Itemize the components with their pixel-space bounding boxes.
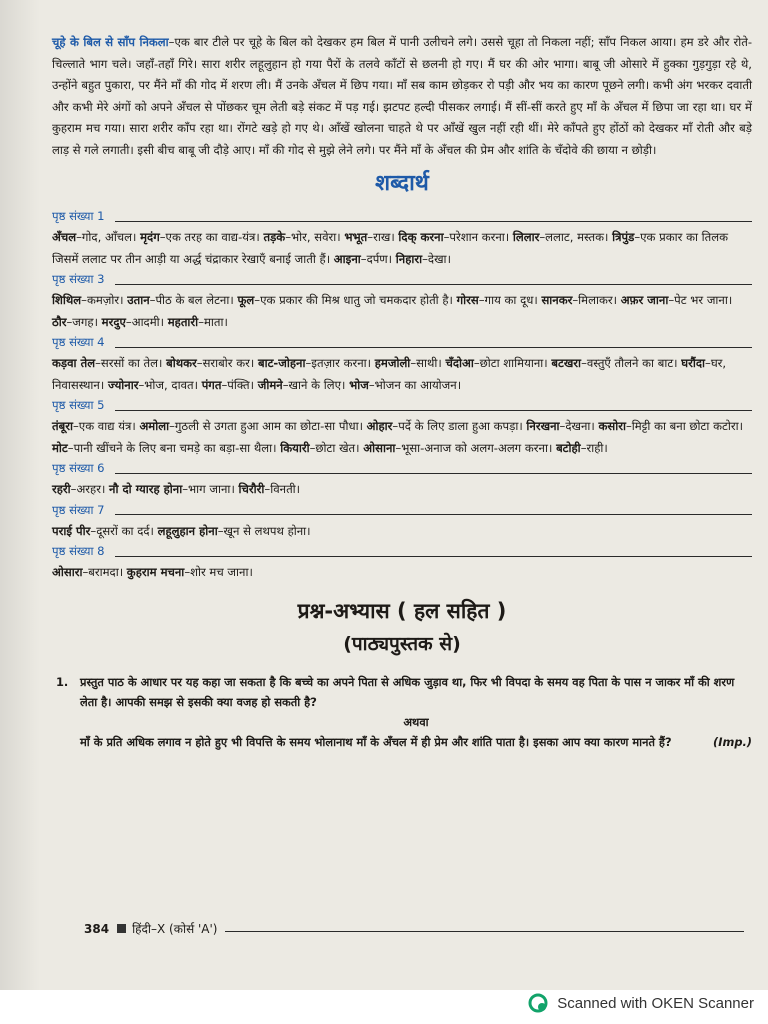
scanner-watermark bbox=[527, 992, 754, 1014]
term-word: उतान bbox=[127, 293, 150, 307]
term-word: मरदुए bbox=[101, 314, 126, 329]
term-meaning: –मिट्टी का बना छोटा कटोरा। bbox=[626, 419, 743, 433]
term-meaning: –एक तरह का वाद्य-यंत्र। bbox=[159, 230, 260, 244]
glossary-term bbox=[102, 315, 164, 329]
glossary-term bbox=[108, 378, 198, 392]
glossary-term bbox=[363, 441, 552, 455]
glossary-term bbox=[621, 293, 733, 307]
scanner-text: Scanned with OKEN Scanner bbox=[557, 994, 754, 1012]
page-head-rule bbox=[115, 514, 752, 515]
glossary-term bbox=[139, 419, 363, 433]
term-word: चँदोआ bbox=[445, 356, 474, 370]
glossary-group bbox=[52, 333, 752, 396]
term-meaning: –जगह। bbox=[66, 314, 98, 329]
glossary-term bbox=[263, 230, 340, 244]
term-meaning: –सरसों का तेल। bbox=[95, 356, 163, 370]
term-meaning: –साथी। bbox=[410, 356, 442, 370]
page-label: पृष्ठ संख्या 3 bbox=[52, 272, 105, 287]
intro-paragraph bbox=[52, 32, 752, 161]
term-word: ओसाना bbox=[363, 440, 396, 455]
glossary-page-head bbox=[52, 396, 752, 416]
term-meaning: –वस्तुएँ तौलने का बाट। bbox=[581, 356, 678, 370]
glossary-term bbox=[457, 293, 538, 307]
term-word: अफ़र जाना bbox=[620, 293, 669, 307]
glossary-term bbox=[127, 293, 234, 307]
question-alt: माँ के प्रति अधिक लगाव न होते हुए भी विपत्ति के समय भोलानाथ माँ के अँचल में ही प्रेम और शांति पाता है। इसका आप क्या कारण मानते हैं? bbox=[80, 734, 672, 749]
term-word: अँचल bbox=[52, 230, 77, 244]
term-meaning: –इतज़ार करना। bbox=[305, 356, 372, 370]
glossary-term bbox=[140, 230, 260, 244]
glossary-terms bbox=[52, 227, 752, 270]
page-label: पृष्ठ संख्या 8 bbox=[52, 544, 105, 559]
glossary-term bbox=[52, 293, 124, 307]
page-label: पृष्ठ संख्या 5 bbox=[52, 398, 105, 413]
glossary-term bbox=[513, 230, 609, 244]
glossary-term bbox=[349, 378, 461, 392]
important-mark: (Imp.) bbox=[713, 734, 752, 749]
glossary-group bbox=[52, 501, 752, 543]
question-1 bbox=[52, 672, 752, 752]
question-alt-text bbox=[80, 732, 752, 752]
page-head-rule bbox=[115, 556, 752, 557]
term-word: अमोला bbox=[139, 419, 170, 433]
glossary-group bbox=[52, 396, 752, 459]
term-word: दिक् करना bbox=[398, 230, 444, 244]
term-word: बटखरा bbox=[551, 356, 582, 370]
page-head-rule bbox=[115, 410, 752, 411]
glossary-page-head bbox=[52, 501, 752, 521]
term-meaning: –शोर मच जाना। bbox=[184, 565, 253, 579]
term-meaning: –एक प्रकार की मिश्र धातु जो चमकदार होती है। bbox=[254, 293, 453, 307]
term-word: जीमने bbox=[257, 377, 283, 392]
question-text: प्रस्तुत पाठ के आधार पर यह कहा जा सकता है कि बच्चे का अपने पिता से अधिक जुड़ाव था, फिर भी विपदा के समय वह पिता के पास न जाकर माँ की शरण लेता है। आपकी समझ से इसकी क्या वजह हो सकती है? bbox=[80, 674, 735, 709]
term-meaning: –देखा। bbox=[422, 251, 451, 266]
term-meaning: –पानी खींचने के लिए बना चमड़े का बड़ा-सा थैला। bbox=[67, 440, 277, 455]
term-meaning: –दूसरों का दर्द। bbox=[90, 523, 154, 538]
glossary-term bbox=[258, 378, 346, 392]
term-meaning: –पेट भर जाना। bbox=[668, 293, 733, 307]
glossary-term bbox=[239, 482, 301, 496]
term-meaning: –भूसा-अनाज को अलग-अलग करना। bbox=[395, 440, 553, 455]
term-word: लहूलुहान होना bbox=[157, 523, 218, 538]
term-meaning: –पंक्ति। bbox=[221, 377, 255, 392]
glossary-term bbox=[127, 565, 253, 579]
term-word: कड़वा तेल bbox=[52, 356, 96, 370]
term-meaning: –एक प्रकार का तिलक जिसमें ललाट पर तीन आड़ी या अर्द्ध चंद्राकार रेखाएँ बनाई जाती हैं। bbox=[52, 230, 729, 266]
glossary-page-head bbox=[52, 270, 752, 290]
term-word: आइना bbox=[333, 251, 361, 266]
term-word: मोट bbox=[52, 440, 68, 455]
glossary-term bbox=[280, 441, 359, 455]
page-label: पृष्ठ संख्या 1 bbox=[52, 209, 105, 224]
glossary-term bbox=[52, 441, 277, 455]
glossary-term bbox=[526, 419, 594, 433]
page-label: पृष्ठ संख्या 6 bbox=[52, 461, 105, 476]
term-meaning: –दर्पण। bbox=[360, 251, 393, 266]
glossary-term bbox=[396, 252, 451, 266]
term-meaning: –कमज़ोर। bbox=[81, 293, 124, 307]
term-word: ज्योनार bbox=[107, 377, 139, 392]
term-meaning: –सराबोर कर। bbox=[196, 356, 255, 370]
page-head-rule bbox=[115, 221, 752, 222]
glossary-terms bbox=[52, 479, 752, 501]
glossary-term bbox=[168, 315, 228, 329]
glossary-page-head bbox=[52, 333, 752, 353]
term-meaning: –विनती। bbox=[264, 482, 301, 496]
glossary-term bbox=[109, 482, 235, 496]
term-word: गोरस bbox=[456, 293, 479, 307]
glossary-term bbox=[367, 419, 523, 433]
term-meaning: –घर, निवासस्थान। bbox=[52, 356, 727, 392]
page-label: पृष्ठ संख्या 4 bbox=[52, 335, 105, 350]
glossary-group bbox=[52, 207, 752, 270]
term-word: लिलार bbox=[512, 230, 540, 244]
glossary-term bbox=[52, 315, 98, 329]
term-word: निहारा bbox=[395, 251, 423, 266]
term-word: बटोही bbox=[556, 440, 581, 455]
term-word: महतारी bbox=[167, 314, 199, 329]
term-word: बाट-जोहना bbox=[257, 356, 306, 370]
page-content bbox=[52, 32, 752, 752]
question-number: 1. bbox=[56, 674, 69, 689]
glossary-terms bbox=[52, 290, 752, 333]
term-word: हमजोली bbox=[374, 356, 411, 370]
term-meaning: –गाय का दूध। bbox=[478, 293, 538, 307]
page-head-rule bbox=[115, 347, 752, 348]
term-meaning: –भाग जाना। bbox=[182, 482, 235, 496]
term-word: निरखना bbox=[526, 419, 560, 433]
term-word: तड़के bbox=[263, 230, 286, 244]
book-title: हिंदी–X (कोर्स 'A') bbox=[132, 922, 218, 936]
term-word: ओसारा bbox=[52, 565, 83, 579]
term-word: ओहार bbox=[366, 419, 393, 433]
exercise-subtitle: (पाठ्यपुस्तक से) bbox=[343, 632, 461, 655]
term-meaning: –राख। bbox=[367, 230, 395, 244]
glossary-group bbox=[52, 459, 752, 501]
square-bullet-icon bbox=[117, 924, 126, 933]
glossary-term bbox=[541, 293, 617, 307]
glossary-term bbox=[52, 230, 136, 244]
term-word: शिथिल bbox=[52, 293, 82, 307]
glossary-terms bbox=[52, 521, 752, 543]
intro-lead: चूहे के बिल से साँप निकला bbox=[52, 35, 169, 49]
term-meaning: –छोटा शामियाना। bbox=[473, 356, 548, 370]
glossary-term bbox=[52, 565, 123, 579]
glossary-term bbox=[237, 293, 452, 307]
glossary-page-head bbox=[52, 542, 752, 562]
term-word: भोज bbox=[349, 377, 369, 392]
term-meaning: –देखना। bbox=[559, 419, 595, 433]
glossary-term bbox=[258, 356, 371, 370]
term-word: मृदंग bbox=[140, 230, 160, 244]
term-word: नौ दो ग्यारह होना bbox=[109, 482, 183, 496]
glossary-term bbox=[166, 356, 254, 370]
glossary bbox=[52, 207, 752, 584]
glossary-page-head bbox=[52, 459, 752, 479]
glossary-term bbox=[375, 356, 442, 370]
term-meaning: –मिलाकर। bbox=[572, 293, 618, 307]
glossary-term bbox=[334, 252, 392, 266]
glossary-term bbox=[445, 356, 547, 370]
exercise-title: प्रश्न-अभ्यास ( हल सहित ) bbox=[297, 598, 507, 623]
page-footer bbox=[84, 920, 744, 937]
glossary-term bbox=[52, 356, 162, 370]
oken-logo-icon bbox=[527, 992, 549, 1014]
term-meaning: –भोर, सवेरा। bbox=[285, 230, 341, 244]
glossary-term bbox=[599, 419, 743, 433]
glossary-term bbox=[52, 524, 154, 538]
term-word: तंबूरा bbox=[52, 419, 73, 433]
term-meaning: –पर्दे के लिए डाला हुआ कपड़ा। bbox=[392, 419, 523, 433]
term-word: पराई पीर bbox=[52, 523, 91, 538]
glossary-term bbox=[551, 356, 677, 370]
question-or: अथवा bbox=[403, 714, 429, 729]
term-word: फूल bbox=[237, 293, 255, 307]
glossary-group bbox=[52, 270, 752, 333]
term-meaning: –खाने के लिए। bbox=[282, 377, 346, 392]
glossary-term bbox=[158, 524, 311, 538]
glossary-terms bbox=[52, 353, 752, 396]
term-meaning: –पीठ के बल लेटना। bbox=[149, 293, 234, 307]
term-word: चिरौरी bbox=[238, 482, 265, 496]
term-word: बोथकर bbox=[166, 356, 197, 370]
intro-text: –एक बार टीले पर चूहे के बिल को देखकर हम बिल में पानी उलीचने लगे। उससे चूहा तो निकला नहीं; साँप निकल आया। हम डरे और रोते-चिल्लाते भाग चले। जहाँ-तहाँ गिरे। सारा शरीर लहूलुहान हो गया पैरों के तलवे काँटों से छलनी हो गए। मैं घर की ओर भागा। बाबू जी ओसारे में हुक्का गुड़गुड़ा रहे थे, उन्होंने बहुत पुकारा, पर मैंने माँ की गोद में शरण ली। मैं उनके अँचल में छिप गया। माँ सब काम छोड़कर रो पड़ी और भय का कारण पूछने लगी। कभी अंग भरकर दवाती और कभी मेरे अंगों को अपने अँचल से पोंछकर चूम लेती बड़े संकट में पड़ गई। झटपट हल्दी पीसकर लगाई। मैं सीं-सीं करते हुए माँ के अँचल में छिपा जा रहा था। घर में कुहराम मच गया। सारा शरीर काँप रहा था। रोंगटे खड़े हो गए थे। आँखें खोलना चाहते थे पर आँखें खुल नहीं रही थीं। मेरे काँपते हुए होंठों को देखकर माँ रोती और बड़े लाड़ से गले लगाती। इसी बीच बाबू जी दौड़े आए। माँ की गोद से मुझे लेने लगे। पर मैंने माँ के अँचल की प्रेम और शांति के चँदोवे की छाया न छोड़ी। bbox=[52, 35, 753, 157]
glossary-term bbox=[202, 378, 254, 392]
term-word: त्रिपुंड bbox=[612, 230, 635, 244]
term-word: रहरी bbox=[52, 482, 71, 496]
term-meaning: –भोजन का आयोजन। bbox=[368, 377, 462, 392]
glossary-term bbox=[344, 230, 394, 244]
glossary-page-head bbox=[52, 207, 752, 227]
page-shadow bbox=[0, 0, 40, 990]
term-meaning: –गुठली से उगता हुआ आम का छोटा-सा पौधा। bbox=[169, 419, 363, 433]
term-word: घरौंदा bbox=[681, 356, 706, 370]
term-meaning: –माता। bbox=[198, 314, 228, 329]
glossary-group bbox=[52, 542, 752, 584]
term-meaning: –राही। bbox=[580, 440, 608, 455]
term-meaning: –गोद, आँचल। bbox=[76, 230, 137, 244]
page-label: पृष्ठ संख्या 7 bbox=[52, 502, 105, 517]
term-word: भभूत bbox=[344, 230, 368, 244]
term-meaning: –एक वाद्य यंत्र। bbox=[72, 419, 136, 433]
glossary-terms bbox=[52, 416, 752, 459]
term-meaning: –आदमी। bbox=[125, 314, 165, 329]
term-word: कसोरा bbox=[598, 419, 626, 433]
term-word: पंगत bbox=[201, 377, 222, 392]
term-meaning: –परेशान करना। bbox=[443, 230, 510, 244]
term-meaning: –छोटा खेत। bbox=[309, 440, 360, 455]
page-head-rule bbox=[115, 284, 752, 285]
glossary-term bbox=[398, 230, 509, 244]
term-meaning: –बरामदा। bbox=[82, 565, 124, 579]
term-meaning: –खून से लथपथ होना। bbox=[217, 523, 311, 538]
term-word: कियारी bbox=[280, 440, 310, 455]
term-meaning: –अरहर। bbox=[70, 482, 106, 496]
term-word: ठौर bbox=[52, 314, 67, 329]
page-head-rule bbox=[115, 473, 752, 474]
section-title: शब्दार्थ bbox=[375, 171, 429, 196]
term-word: कुहराम मचना bbox=[126, 565, 185, 579]
glossary-term bbox=[52, 482, 105, 496]
page-number: 384 bbox=[84, 921, 110, 936]
term-meaning: –ललाट, मस्तक। bbox=[539, 230, 609, 244]
term-word: सानकर bbox=[541, 293, 573, 307]
glossary-term bbox=[556, 441, 608, 455]
term-meaning: –भोज, दावत। bbox=[138, 377, 199, 392]
glossary-term bbox=[52, 419, 136, 433]
footer-rule bbox=[225, 931, 744, 932]
glossary-terms bbox=[52, 562, 752, 584]
